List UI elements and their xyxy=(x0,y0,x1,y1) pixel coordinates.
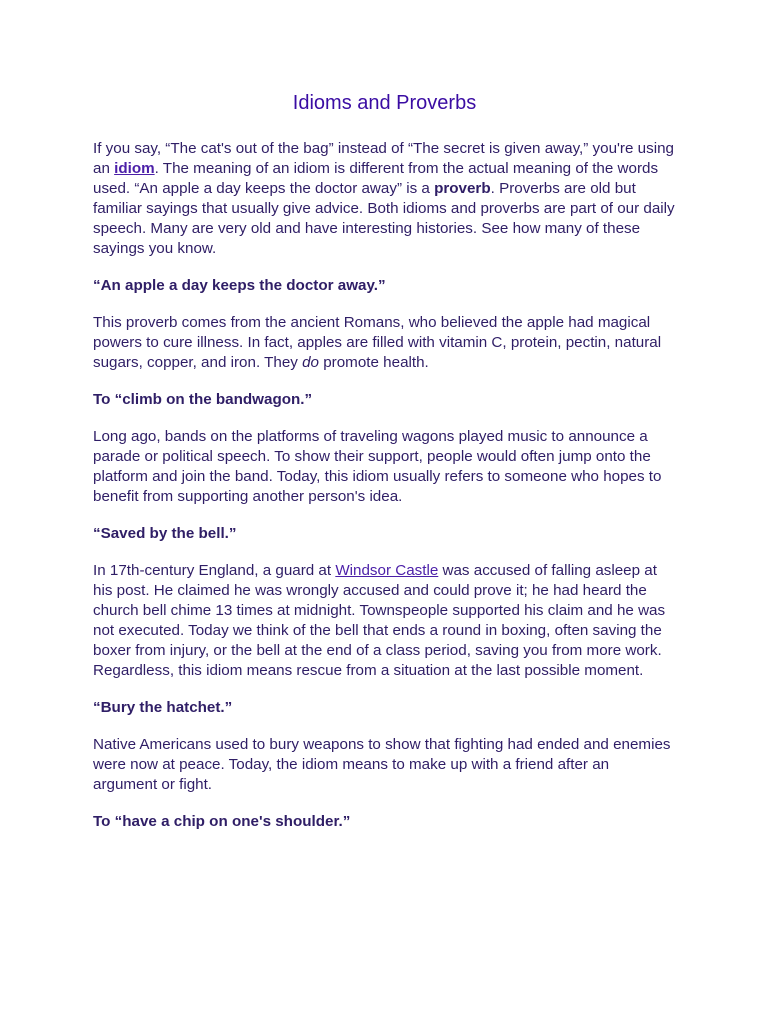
apple-text-2: promote health. xyxy=(319,354,429,371)
section-heading-bell: “Saved by the bell.” xyxy=(93,525,237,542)
apple-text-1: This proverb comes from the ancient Romans, who believed the apple had magical powers to cure illness. In fact, apples are filled with vitamin C, protein, pectin, natural sugars, copper, and iron. They xyxy=(93,314,662,371)
section-body-bandwagon: Long ago, bands on the platforms of traveling wagons played music to announce a parade or political speech. To show their support, people would often jump onto the platform and join the band. Today, this idiom usually refers to someone who hopes to benefit from supporting another person's idea. xyxy=(93,428,662,505)
intro-text-1: If you say, “The cat's out of the bag” instead of “The secret is given away,” you're using an xyxy=(93,140,674,177)
intro-text-2: . The meaning of an idiom is different from the actual meaning of the words used. “An apple a day keeps the doctor away” is a xyxy=(93,160,659,197)
proverb-term: proverb xyxy=(434,180,491,197)
apple-emphasis: do xyxy=(302,354,320,371)
page-title: Idioms and Proverbs xyxy=(292,92,477,114)
section-body-bell xyxy=(93,561,676,681)
bell-text-2: was accused of falling asleep at his post. He claimed he was wrongly accused and could prove it; he had heard the church bell chime 13 times at midnight. Townspeople supported his claim and he was not executed. Today we think of the bell that ends a round in boxing, often saving the boxer from injury, or the bell at the end of a class period, saving you from more work. Regardless, this idiom means rescue from a situation at the last possible moment. xyxy=(93,562,666,679)
windsor-castle-link[interactable]: Windsor Castle xyxy=(335,562,439,579)
section-heading-bandwagon: To “climb on the bandwagon.” xyxy=(93,391,313,408)
section-body-hatchet: Native Americans used to bury weapons to show that fighting had ended and enemies were now at peace. Today, the idiom means to make up with a friend after an argument or fight. xyxy=(93,736,671,793)
section-heading-apple: “An apple a day keeps the doctor away.” xyxy=(93,277,386,294)
idiom-link[interactable]: idiom xyxy=(114,160,155,177)
section-heading-hatchet: “Bury the hatchet.” xyxy=(93,699,233,716)
intro-text-3: . Proverbs are old but familiar sayings that usually give advice. Both idioms and proverbs are part of our daily speech. Many are very old and have interesting histories. See how many of these sayings you know. xyxy=(93,180,675,257)
section-heading-chip: To “have a chip on one's shoulder.” xyxy=(93,813,351,830)
intro-paragraph xyxy=(93,139,676,259)
section-body-apple xyxy=(93,313,676,373)
bell-text-1: In 17th-century England, a guard at xyxy=(93,562,336,579)
